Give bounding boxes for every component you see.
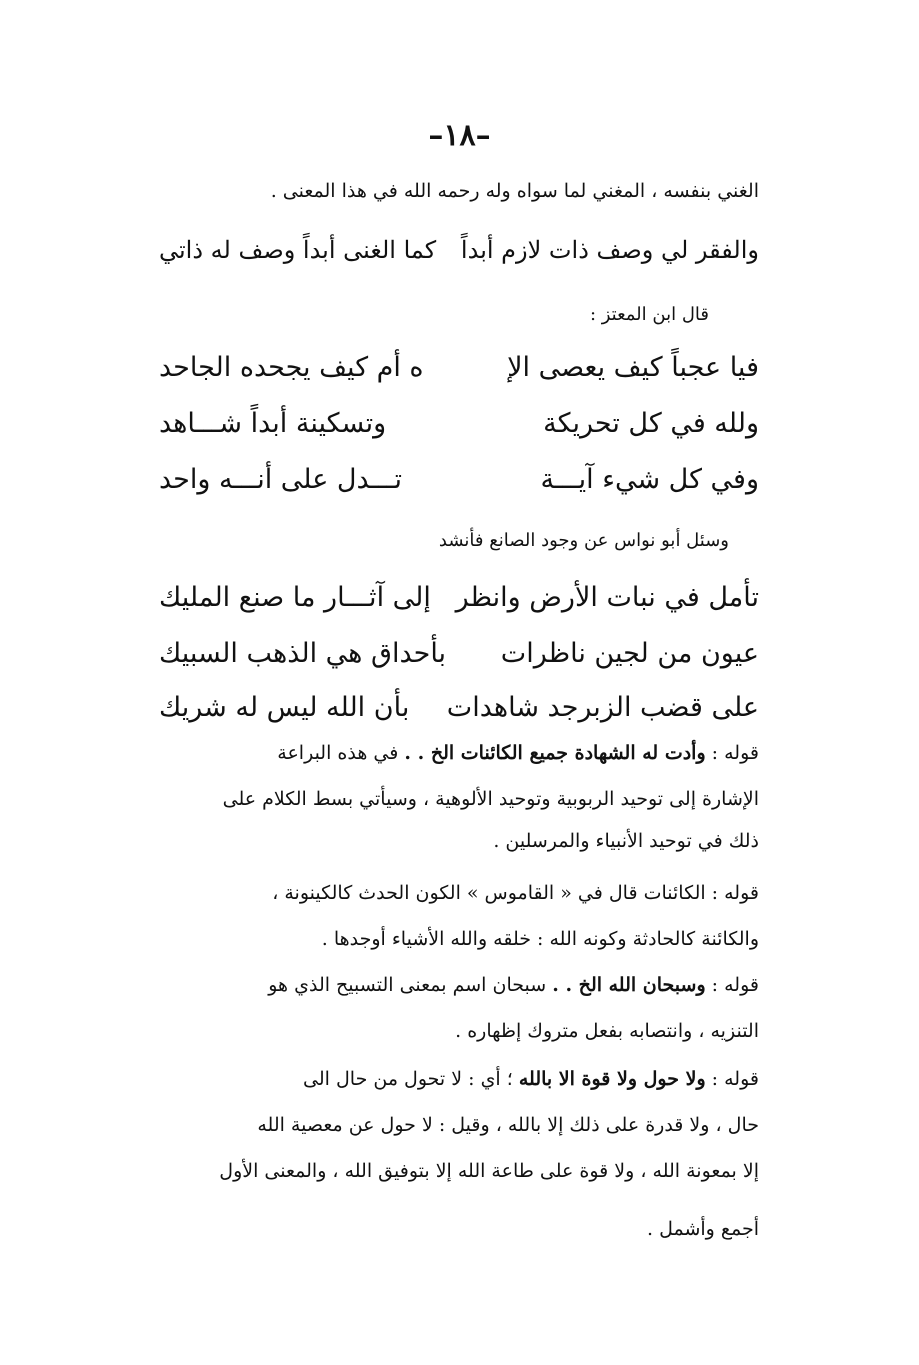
- paragraph-line: [159, 1068, 759, 1090]
- page-number: –١٨–: [428, 118, 491, 153]
- verse-hemistich: تـــدل على أنـــه واحد: [159, 464, 402, 495]
- paragraph-line: [159, 974, 759, 996]
- paragraph-line: أجمع وأشمل .: [647, 1218, 759, 1240]
- verse-hemistich: على قضب الزبرجد شاهدات: [446, 692, 759, 723]
- paragraph-text: سبحان اسم بمعنى التسبيح الذي هو: [268, 974, 547, 996]
- quoted-phrase: وسبحان الله الخ . .: [552, 974, 706, 996]
- paragraph-line: التنزيه ، وانتصابه بفعل متروك إظهاره .: [455, 1020, 759, 1042]
- paragraph-lead: قوله :: [711, 742, 759, 764]
- verse-line: [159, 352, 759, 392]
- verse-hemistich: وتسكينة أبداً شـــاهد: [159, 408, 387, 439]
- verse-line: [159, 582, 759, 622]
- paragraph-line: حال ، ولا قدرة على ذلك إلا بالله ، وقيل : لا حول عن معصية الله: [257, 1114, 759, 1136]
- verse-hemistich: بأحداق هي الذهب السبيك: [159, 638, 447, 669]
- paragraph-lead: قوله :: [711, 974, 759, 996]
- verse-line: [159, 692, 759, 732]
- paragraph-line: [159, 742, 759, 764]
- verse-line: [159, 638, 759, 678]
- quoted-phrase: وأدت له الشهادة جميع الكائنات الخ . .: [404, 742, 706, 764]
- verse-hemistich: والفقر لي وصف ذات لازم أبداً: [460, 236, 759, 264]
- paragraph-line: ذلك في توحيد الأنبياء والمرسلين .: [493, 830, 759, 852]
- verse-hemistich: عيون من لجين ناظرات: [500, 638, 759, 669]
- verse-intro: قال ابن المعتز :: [589, 304, 709, 325]
- text-line: الغني بنفسه ، المغني لما سواه وله رحمه الله في هذا المعنى .: [270, 180, 759, 202]
- verse-hemistich: ه أم كيف يجحده الجاحد: [159, 352, 424, 383]
- paragraph-line: الإشارة إلى توحيد الربوبية وتوحيد الألوهية ، وسيأتي بسط الكلام على: [222, 788, 759, 810]
- verse-hemistich: بأن الله ليس له شريك: [159, 692, 410, 723]
- verse-line: [159, 236, 759, 272]
- verse-hemistich: فيا عجباً كيف يعصى الإ: [507, 352, 759, 383]
- verse-hemistich: وفي كل شيء آيـــة: [540, 464, 759, 495]
- paragraph-line: والكائنة كالحادثة وكونه الله : خلقه والله الأشياء أوجدها .: [321, 928, 759, 950]
- paragraph-line: قوله : الكائنات قال في « القاموس » الكون الحدث كالكينونة ،: [272, 882, 759, 904]
- verse-hemistich: كما الغنى أبداً وصف له ذاتي: [159, 236, 437, 264]
- paragraph-text: ؛ أي : لا تحول من حال الى: [303, 1068, 513, 1090]
- verse-hemistich: تأمل في نبات الأرض وانظر: [455, 582, 759, 613]
- verse-intro: وسئل أبو نواس عن وجود الصانع فأنشد: [438, 530, 729, 551]
- paragraph-text: في هذه البراعة: [277, 742, 399, 764]
- verse-hemistich: ولله في كل تحريكة: [543, 408, 759, 439]
- paragraph-line: إلا بمعونة الله ، ولا قوة على طاعة الله إلا بتوفيق الله ، والمعنى الأول: [219, 1160, 759, 1182]
- quoted-phrase: ولا حول ولا قوة الا بالله: [518, 1068, 706, 1090]
- verse-line: [159, 464, 759, 504]
- verse-hemistich: إلى آثـــار ما صنع المليك: [159, 582, 431, 613]
- paragraph-lead: قوله :: [711, 1068, 759, 1090]
- verse-line: [159, 408, 759, 448]
